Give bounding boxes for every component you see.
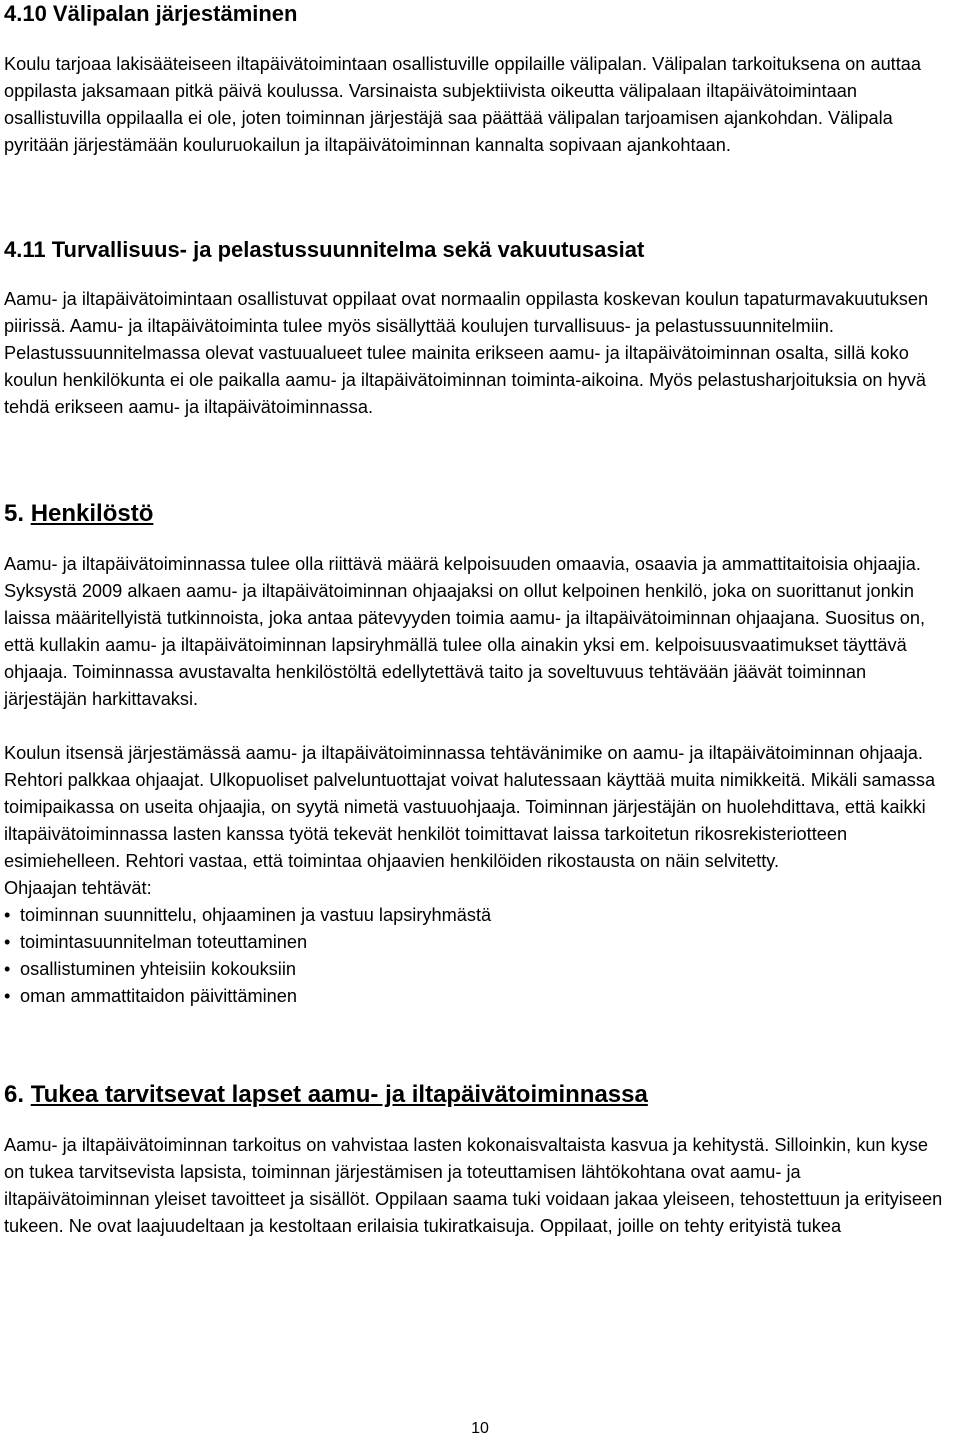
duties-label: Ohjaajan tehtävät: — [4, 878, 152, 898]
bullet-icon: • — [4, 959, 11, 979]
bullet-icon: • — [4, 905, 11, 925]
list-item — [4, 983, 944, 1010]
heading-4-10: 4.10 Välipalan järjestäminen — [4, 1, 298, 26]
paragraph-4-10: Koulu tarjoaa lakisääteiseen iltapäivätoimintaan osallistuville oppilaille välipalan. Välipalan tarkoituksena on auttaa oppilasta jaksamaan pitkä päivä koulussa. Varsinaista subjektiivista oikeutta välipalaan iltapäivätoimintaan osallistuvilla oppilaalla ei ole, joten toiminnan järjestäjä saa päättää välipalan tarjoamisen ajankohdan. Välipala pyritään järjestämään kouluruokailun ja iltapäivätoiminnan kannalta sopivaan ajankohtaan. — [4, 54, 922, 155]
list-item-text: osallistuminen yhteisiin kokouksiin — [20, 959, 296, 979]
list-item-text: toimintasuunnitelman toteuttaminen — [20, 932, 308, 952]
paragraph-5-1: Aamu- ja iltapäivätoiminnassa tulee olla riittävä määrä kelpoisuuden omaavia, osaavia ja ammattitaitoisia ohjaajia. Syksystä 2009 alkaen aamu- ja iltapäivätoiminnan ohjaajaksi on ollut kelpoinen henkilö, joka on suorittanut jonkin laissa määritellyistä tutkinnoista, joka antaa pätevyyden toimia aamu- ja iltapäivätoiminnan ohjaajana. Suositus on, että kullakin aamu- ja iltapäivätoiminnan lapsiryhmällä tulee olla ainakin yksi em. kelpoisuusvaatimukset täyttävä ohjaaja. Toiminnassa avustavalta henkilöstöltä edellytettävä taito ja soveltuvuus tehtävään jäävät toiminnan järjestäjän harkittavaksi. — [4, 554, 926, 709]
heading-4-11: 4.11 Turvallisuus- ja pelastussuunnitelma sekä vakuutusasiat — [4, 237, 645, 262]
bullet-icon: • — [4, 932, 11, 952]
bullet-icon: • — [4, 986, 11, 1006]
heading-5 — [4, 499, 944, 529]
heading-6-text: Tukea tarvitsevat lapset aamu- ja iltapäivätoiminnassa — [30, 1081, 648, 1108]
heading-5-text: Henkilöstö — [30, 500, 154, 527]
heading-5-number: 5. — [4, 500, 25, 527]
list-item-text: oman ammattitaidon päivittäminen — [20, 986, 297, 1006]
duties-list — [4, 902, 944, 1010]
list-item-text: toiminnan suunnittelu, ohjaaminen ja vastuu lapsiryhmästä — [20, 905, 492, 925]
page-content — [4, 0, 944, 1240]
heading-6-number: 6. — [4, 1081, 25, 1108]
page-number: 10 — [471, 1420, 489, 1437]
paragraph-4-11: Aamu- ja iltapäivätoimintaan osallistuvat oppilaat ovat normaalin oppilasta koskevan koulun tapaturmavakuutuksen piirissä. Aamu- ja iltapäivätoiminta tulee myös sisällyttää koulujen turvallisuus- ja pelastussuunnitelmiin. Pelastussuunnitelmassa olevat vastuualueet tulee mainita erikseen aamu- ja iltapäivätoiminnan osalta, sillä koko koulun henkilökunta ei ole paikalla aamu- ja iltapäivätoiminnan toiminta-aikoina. Myös pelastusharjoituksia on hyvä tehdä erikseen aamu- ja iltapäivätoiminnassa. — [4, 289, 929, 417]
list-item — [4, 956, 944, 983]
list-item — [4, 902, 944, 929]
heading-6 — [4, 1080, 944, 1110]
paragraph-5-2: Koulun itsensä järjestämässä aamu- ja iltapäivätoiminnassa tehtävänimike on aamu- ja iltapäivätoiminnan ohjaaja. Rehtori palkkaa ohjaajat. Ulkopuoliset palveluntuottajat voivat halutessaan käyttää muita nimikkeitä. Mikäli samassa toimipaikassa on useita ohjaajia, on syytä nimetä vastuuohjaaja. Toiminnan järjestäjän on huolehdittava, että kaikki iltapäivätoiminnassa lasten kanssa työtä tekevät henkilöt toimittavat laissa tarkoitetun rikosrekisteriotteen esimiehelleen. Rehtori vastaa, että toimintaa ohjaavien henkilöiden rikostausta on näin selvitetty. — [4, 743, 936, 871]
paragraph-6: Aamu- ja iltapäivätoiminnan tarkoitus on vahvistaa lasten kokonaisvaltaista kasvua ja kehitystä. Silloinkin, kun kyse on tukea tarvitsevista lapsista, toiminnan järjestämisen ja toteuttamisen lähtökohtana ovat aamu- ja iltapäivätoiminnan yleiset tavoitteet ja sisällöt. Oppilaan saama tuki voidaan jakaa yleiseen, tehostettuun ja erityiseen tukeen. Ne ovat laajuudeltaan ja kestoltaan erilaisia tukiratkaisuja. Oppilaat, joille on tehty erityistä tukea — [4, 1135, 943, 1236]
list-item — [4, 929, 944, 956]
